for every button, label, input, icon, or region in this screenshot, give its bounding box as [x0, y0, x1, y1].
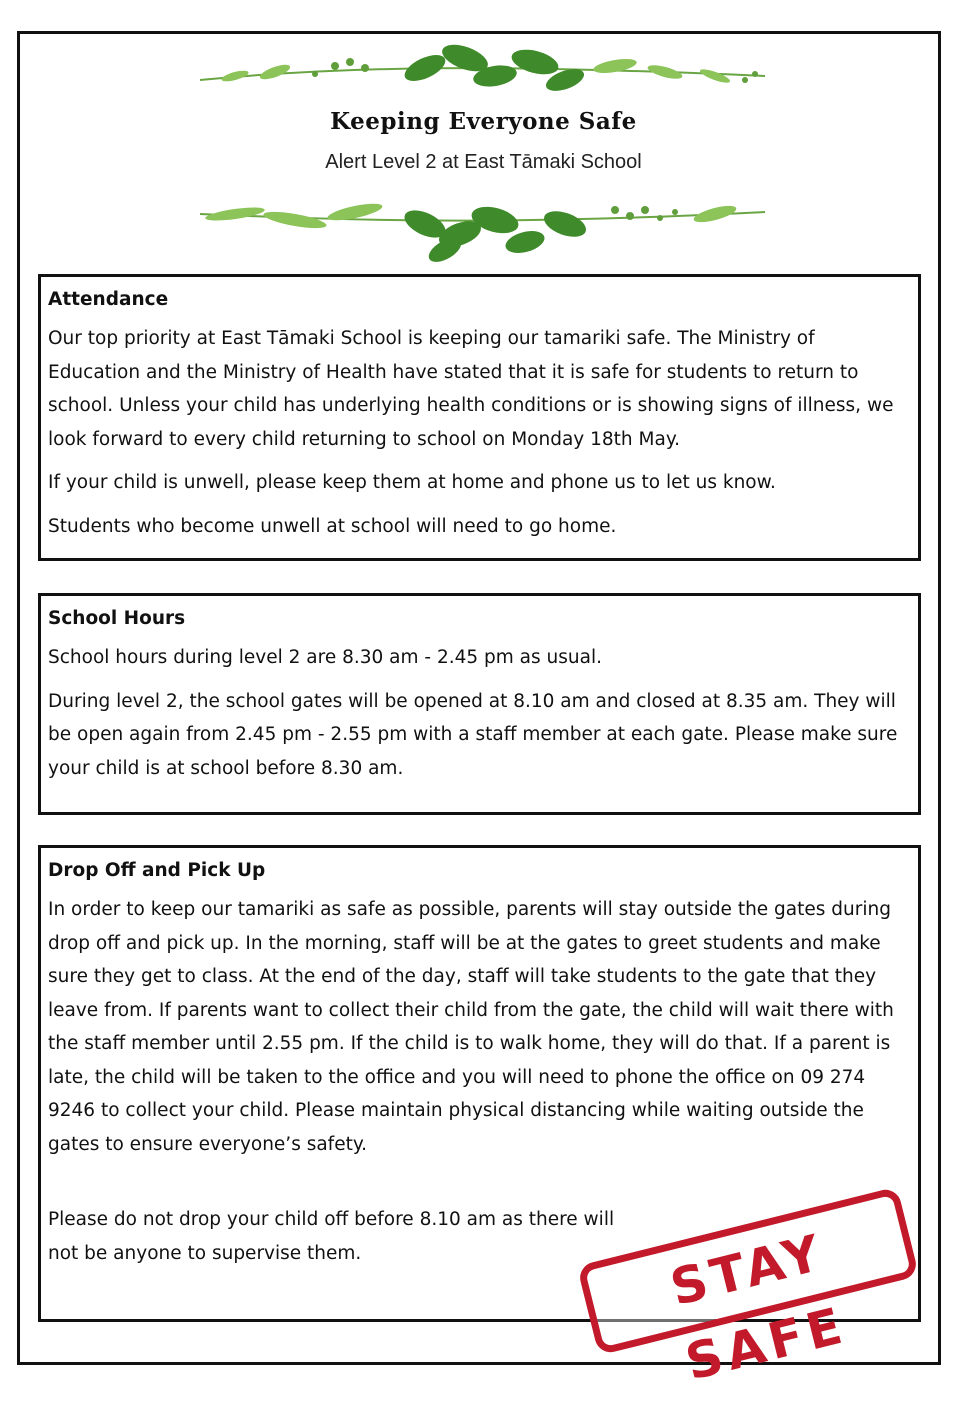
school-hours-paragraph-2: During level 2, the school gates will be opened at 8.10 am and closed at 8.35 am. They will be open again from 2.45 pm - 2.55 pm with a staff member at each gate. Please make sure your child is at school before 8.30 am. [48, 690, 898, 779]
leaf-garland-top-icon [195, 36, 770, 98]
leaf-garland-bottom-icon [195, 190, 770, 262]
school-hours-heading: School Hours [48, 608, 186, 629]
school-hours-section [38, 593, 921, 815]
attendance-paragraph-1: Our top priority at East Tāmaki School is keeping our tamariki safe. The Ministry of Education and the Ministry of Health have stated that it is safe for students to return to school. Unless your child has underlying health conditions or is showing signs of illness, we look forward to every child returning to school on Monday 18th May. [48, 328, 894, 450]
drop-off-heading: Drop Off and Pick Up [48, 860, 266, 881]
page-title: Keeping Everyone Safe [330, 108, 637, 135]
page-subtitle: Alert Level 2 at East Tāmaki School [325, 151, 642, 173]
attendance-paragraph-3: Students who become unwell at school will need to go home. [48, 515, 617, 537]
school-hours-paragraph-1: School hours during level 2 are 8.30 am - 2.45 pm as usual. [48, 647, 602, 668]
stay-safe-stamp: STAY SAFE [577, 1186, 919, 1355]
drop-off-paragraph-1: In order to keep our tamariki as safe as possible, parents will stay outside the gates during drop off and pick up. In the morning, staff will be at the gates to greet students and make sure they get to class. At the end of the day, staff will take students to the gate that they leave from. If parents want to collect their child from the gate, the child will wait there with the staff member until 2.55 pm. If the child is to walk home, they will do that. If a parent is late, the child will be taken to the office and you will need to phone the office on 09 274 9246 to collect your child. Please maintain physical distancing while waiting outside the gates to ensure everyone’s safety. [48, 899, 894, 1155]
attendance-paragraph-2: If your child is unwell, please keep them at home and phone us to let us know. [48, 472, 776, 493]
attendance-heading: Attendance [48, 289, 169, 310]
drop-off-paragraph-2: Please do not drop your child off before 8.10 am as there will not be anyone to supervise them. [48, 1209, 615, 1264]
attendance-section [38, 274, 921, 561]
